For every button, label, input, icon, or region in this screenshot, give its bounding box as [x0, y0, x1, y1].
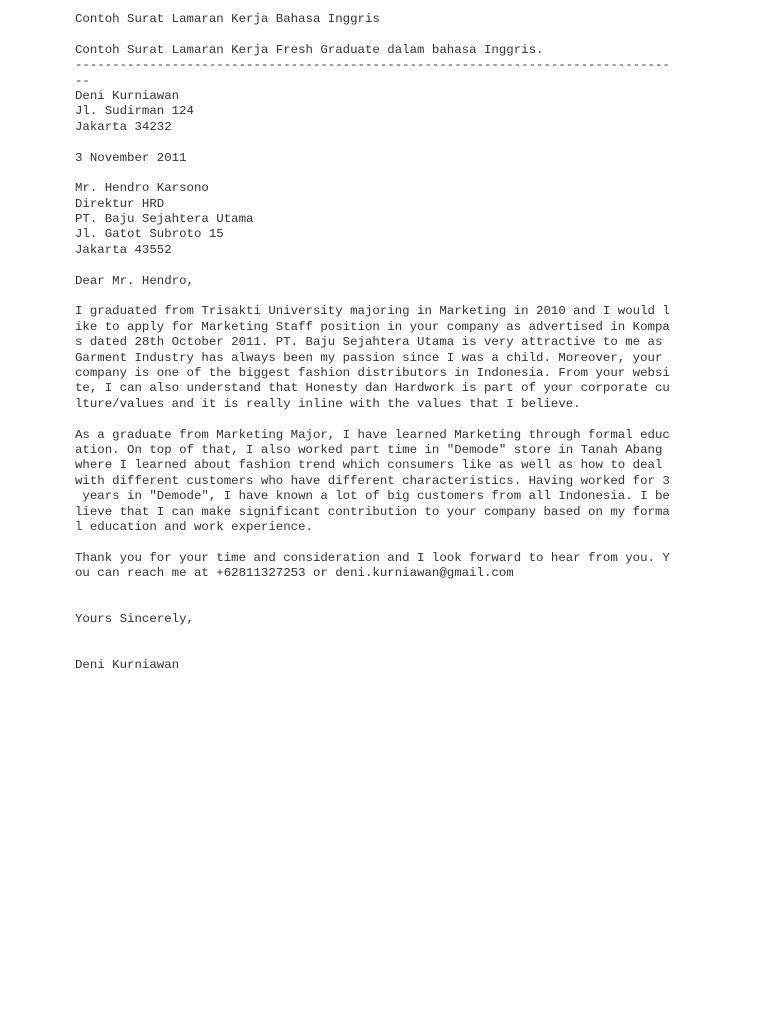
paragraph-line: s dated 28th October 2011. PT. Baju Sejahtera Utama is very attractive to me as [75, 335, 663, 350]
paragraph-line: ike to apply for Marketing Staff position in your company as advertised in Kompa [75, 319, 670, 334]
document-title-block [75, 12, 745, 27]
paragraph-line: company is one of the biggest fashion distributors in Indonesia. From your websi [75, 365, 670, 380]
date-block [75, 151, 745, 166]
recipient-name: Mr. Hendro Karsono [75, 181, 209, 196]
sender-name: Deni Kurniawan [75, 88, 180, 103]
body-paragraph-3 [75, 551, 745, 582]
paragraph-line: As a graduate from Marketing Major, I have learned Marketing through formal educ [75, 427, 670, 442]
signature-block [75, 658, 745, 673]
paragraph-line: ou can reach me at +62811327253 or deni.kurniawan@gmail.com [75, 566, 514, 581]
salutation: Dear Mr. Hendro, [75, 273, 194, 288]
document-subtitle-block [75, 43, 745, 135]
paragraph-line: Thank you for your time and consideration and I look forward to hear from you. Y [75, 550, 670, 565]
sender-city: Jakarta 34232 [75, 119, 172, 134]
closing-block [75, 612, 745, 627]
paragraph-line: years in "Demode", I have known a lot of big customers from all Indonesia. I be [75, 489, 670, 504]
letter-document [75, 12, 745, 689]
recipient-title: Direktur HRD [75, 196, 165, 211]
body-paragraph-1 [75, 304, 745, 412]
recipient-street: Jl. Gatot Subroto 15 [75, 227, 224, 242]
document-subtitle: Contoh Surat Lamaran Kerja Fresh Graduate dalam bahasa Inggris. [75, 42, 544, 57]
recipient-address [75, 181, 745, 258]
body-paragraph-2 [75, 428, 745, 536]
separator-rule: -------------------------------------------------------------------------------- [75, 58, 670, 73]
paragraph-line: where I learned about fashion trend which consumers like as well as how to deal [75, 458, 663, 473]
recipient-city: Jakarta 43552 [75, 242, 172, 257]
separator-rule-continuation: -- [75, 73, 90, 88]
paragraph-line: lieve that I can make significant contribution to your company based on my forma [75, 504, 670, 519]
signature-name: Deni Kurniawan [75, 658, 180, 673]
closing: Yours Sincerely, [75, 612, 194, 627]
paragraph-line: l education and work experience. [75, 519, 313, 534]
paragraph-line: with different customers who have different characteristics. Having worked for 3 [75, 473, 670, 488]
paragraph-line: lture/values and it is really inline with the values that I believe. [75, 396, 581, 411]
paragraph-line: ation. On top of that, I also worked part time in "Demode" store in Tanah Abang [75, 442, 663, 457]
paragraph-line: I graduated from Trisakti University majoring in Marketing in 2010 and I would l [75, 304, 670, 319]
salutation-block [75, 274, 745, 289]
paragraph-line: te, I can also understand that Honesty dan Hardwork is part of your corporate cu [75, 381, 670, 396]
letter-date: 3 November 2011 [75, 150, 187, 165]
recipient-company: PT. Baju Sejahtera Utama [75, 212, 254, 227]
sender-street: Jl. Sudirman 124 [75, 104, 194, 119]
document-title: Contoh Surat Lamaran Kerja Bahasa Inggris [75, 12, 380, 26]
paragraph-line: Garment Industry has always been my passion since I was a child. Moreover, your [75, 350, 663, 365]
